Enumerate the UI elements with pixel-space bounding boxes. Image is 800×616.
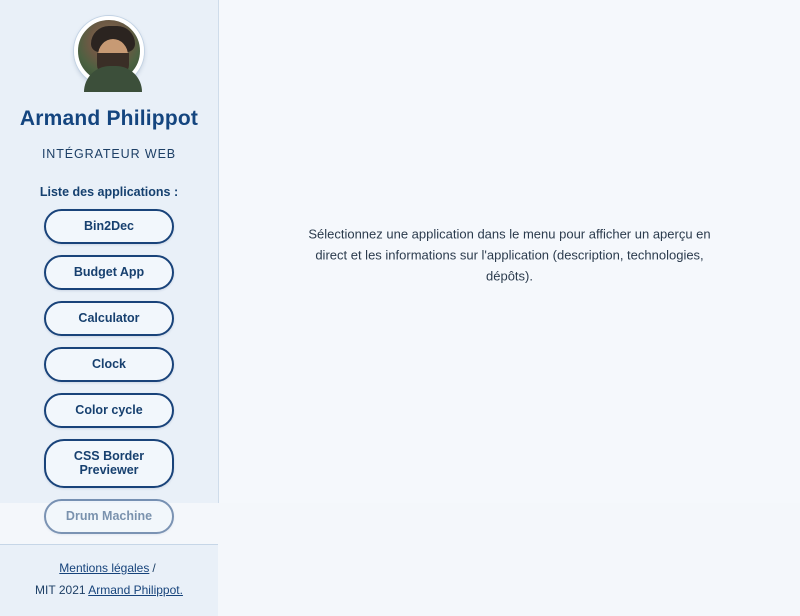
app-button-bin2dec[interactable]: Bin2Dec — [44, 209, 174, 244]
app-button-css-border-previewer[interactable]: CSS Border Previewer — [44, 439, 174, 488]
app-button-color-cycle[interactable]: Color cycle — [44, 393, 174, 428]
sidebar-footer — [0, 544, 218, 616]
sidebar-scroll-area[interactable] — [0, 0, 218, 544]
list-item — [44, 301, 174, 336]
list-item — [44, 499, 174, 534]
app-button-drum-machine[interactable]: Drum Machine — [44, 499, 174, 534]
main-content — [219, 0, 800, 503]
empty-state-message: Sélectionnez une application dans le menu pour afficher un aperçu en direct et les informations sur l'application (description, technologies, dépôts). — [308, 226, 711, 284]
author-link[interactable]: Armand Philippot. — [88, 583, 183, 598]
app-button-clock[interactable]: Clock — [44, 347, 174, 382]
profile-job-title: INTÉGRATEUR WEB — [41, 146, 177, 161]
footer-separator: / — [152, 560, 156, 575]
avatar — [74, 16, 144, 86]
list-item — [44, 209, 174, 244]
legal-notice-link[interactable]: Mentions légales — [59, 560, 150, 575]
sidebar — [0, 0, 219, 598]
footer-license-line — [10, 579, 208, 602]
apps-list-heading: Liste des applications : — [39, 184, 179, 199]
avatar-body — [84, 66, 142, 92]
app-list — [0, 209, 218, 544]
license-label: MIT — [35, 583, 56, 598]
list-item — [44, 439, 174, 488]
list-item — [44, 347, 174, 382]
footer-legal-line — [10, 557, 208, 580]
profile-name: Armand Philippot — [19, 107, 199, 130]
list-item — [44, 255, 174, 290]
app-button-calculator[interactable]: Calculator — [44, 301, 174, 336]
copyright-year: 2021 — [58, 583, 86, 598]
app-button-budget-app[interactable]: Budget App — [44, 255, 174, 290]
list-item — [44, 393, 174, 428]
